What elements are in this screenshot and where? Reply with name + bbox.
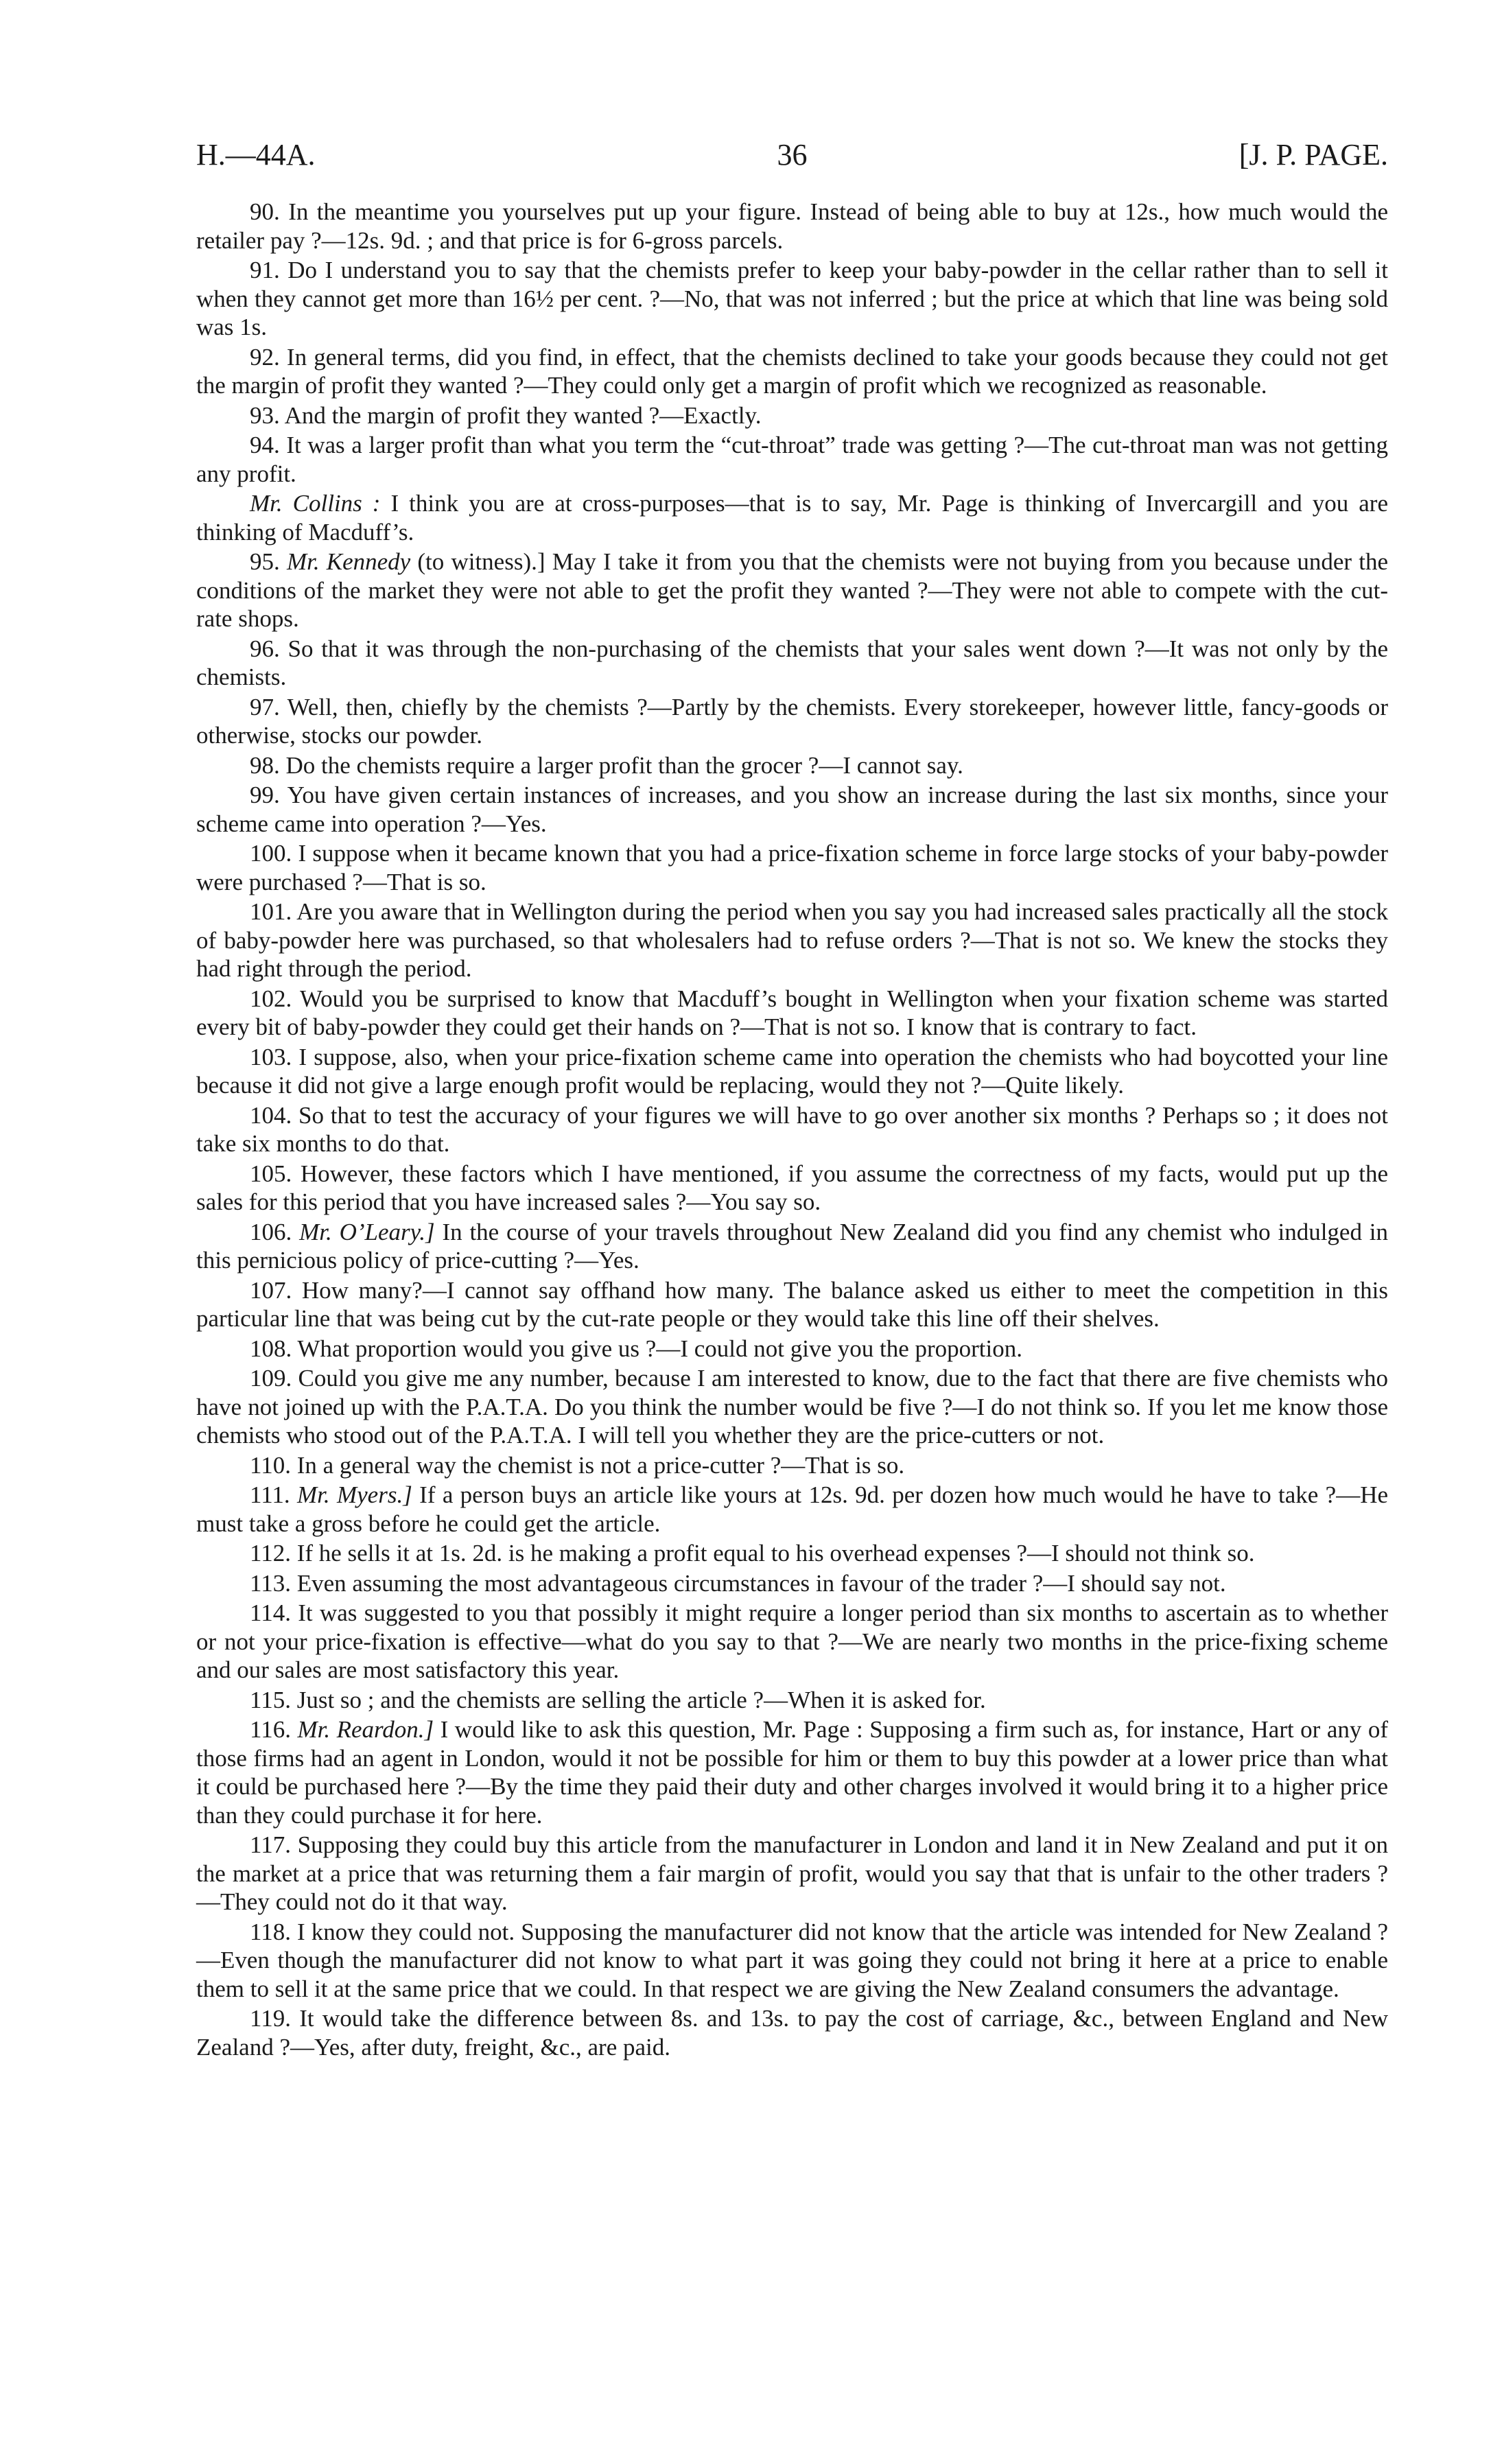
- testimony-paragraph: [196, 897, 1388, 983]
- paragraph-text: Supposing they could buy this article from the manufacturer in London and land it in New Zealand and put it on the market at a price that was returning them a fair margin of profit, would you say that that is unfair to the other traders ?—They could not do it that way.: [196, 1831, 1389, 1915]
- testimony-paragraph: [196, 1364, 1388, 1450]
- question-number: 100.: [250, 840, 292, 867]
- testimony-paragraph: [196, 343, 1388, 400]
- question-number: 111.: [250, 1481, 290, 1508]
- testimony-paragraph: [196, 1831, 1388, 1916]
- paragraph-text: So that to test the accuracy of your figures we will have to go over another six months ? Perhaps so ; it does not take six months to do that.: [196, 1101, 1388, 1157]
- paragraph-text: I suppose when it became known that you had a price-fixation scheme in force large stocks of your baby-powder were purchased ?—That is so.: [196, 840, 1389, 895]
- paragraph-text: Would you be surprised to know that Macduff’s bought in Wellington when your fixation scheme was started every bit of baby-powder they could get their hands on ?—That is not so. I know that is contrary to fact.: [196, 985, 1388, 1040]
- paragraph-text: Are you aware that in Wellington during the period when you say you had increased sales practically all the stock of baby-powder here was purchased, so that wholesalers had to refuse orders ?—That is not so. We knew the stocks they had right through the period.: [196, 898, 1388, 982]
- testimony-paragraph: [196, 1569, 1388, 1598]
- question-number: 99.: [250, 782, 280, 808]
- testimony-paragraph: [196, 839, 1388, 896]
- question-number: 114.: [250, 1599, 291, 1626]
- question-number: 115.: [250, 1686, 291, 1713]
- paragraph-text: You have given certain instances of increases, and you show an increase during the last six months, since your scheme came into operation ?—Yes.: [196, 782, 1388, 837]
- paragraph-text: I think you are at cross-purposes—that is to say, Mr. Page is thinking of Invercargill and you are thinking of Macduff’s.: [196, 490, 1388, 545]
- question-number: 101.: [250, 898, 292, 925]
- paragraph-text: It would take the difference between 8s. and 13s. to pay the cost of carriage, &c., between England and New Zealand ?—Yes, after duty, freight, &c., are paid.: [196, 2005, 1388, 2061]
- question-number: 92.: [250, 343, 280, 371]
- question-number: 110.: [250, 1451, 291, 1479]
- question-number: 98.: [250, 751, 280, 779]
- question-number: 90.: [250, 198, 280, 225]
- paragraph-text: So that it was through the non-purchasing of the chemists that your sales went down ?—It was not only by the chemists.: [196, 635, 1389, 690]
- testimony-paragraph: [196, 1043, 1388, 1100]
- testimony-paragraph: [196, 1918, 1388, 2004]
- testimony-paragraph: [196, 781, 1388, 838]
- testimony-paragraph: [196, 1276, 1388, 1333]
- page-number: 36: [777, 138, 808, 172]
- question-number: 91.: [250, 257, 280, 283]
- question-number: 108.: [250, 1335, 292, 1362]
- paragraph-text: I would like to ask this question, Mr. Page : Supposing a firm such as, for instance, Hart or any of those firms had an agent in London, would it not be possible for him or them to buy this powder at a lower price than what it could be purchased here ?—By the time they paid their duty and other charges involved it would bring it to a higher price than they could purchase it for here.: [196, 1716, 1388, 1829]
- witness-name: [J. P. PAGE.: [1238, 138, 1388, 172]
- paragraph-text: If a person buys an article like yours at 12s. 9d. per dozen how much would he have to take ?—He must take a gross before he could get the article.: [196, 1481, 1389, 1537]
- question-number: 95.: [250, 548, 280, 575]
- question-number: 107.: [250, 1276, 292, 1304]
- testimony-paragraph: [196, 548, 1388, 633]
- testimony-paragraph: [196, 1101, 1388, 1158]
- question-number: 97.: [250, 693, 280, 720]
- paragraph-text: I know they could not. Supposing the manufacturer did not know that the article was intended for New Zealand ?—Even though the manufacturer did not know to what part it was going they could not bring it here at a price to enable them to sell it at the same price that we could. In that respect we are giving the New Zealand consumers the advantage.: [196, 1918, 1389, 2002]
- speaker-name: Mr. Kennedy: [286, 548, 411, 575]
- question-number: 116.: [250, 1716, 291, 1743]
- paragraph-text: In general terms, did you find, in effect, that the chemists declined to take your goods because they could not get the margin of profit they wanted ?—They could only get a margin of profit which we recognized as reasonable.: [196, 343, 1389, 399]
- document-reference: H.—44A.: [196, 138, 316, 172]
- speaker-name: Mr. Reardon.]: [297, 1716, 434, 1743]
- page-header: [196, 137, 1388, 192]
- question-number: 102.: [250, 985, 292, 1012]
- testimony-paragraph: [196, 635, 1388, 692]
- paragraph-text: However, these factors which I have mentioned, if you assume the correctness of my facts, would put up the sales for this period that you have increased sales ?—You say so.: [196, 1160, 1388, 1215]
- paragraph-text: In the course of your travels throughout New Zealand did you find any chemist who indulged in this pernicious policy of price-cutting ?—Yes.: [196, 1218, 1389, 1274]
- paragraph-text: In the meantime you yourselves put up your figure. Instead of being able to buy at 12s., how much would the retailer pay ?—12s. 9d. ; and that price is for 6-gross parcels.: [196, 198, 1389, 254]
- question-number: 117.: [250, 1831, 291, 1858]
- speaker-name: Mr. Collins :: [250, 490, 381, 517]
- testimony-paragraph: [196, 1218, 1388, 1275]
- paragraph-text: What proportion would you give us ?—I could not give you the proportion.: [297, 1335, 1023, 1362]
- question-number: 109.: [250, 1365, 292, 1392]
- testimony-paragraph: [196, 401, 1388, 430]
- paragraph-text: (to witness).] May I take it from you that the chemists were not buying from you because under the conditions of the market they were not able to get the profit they wanted ?—They were not able to compete with the cut-rate shops.: [196, 548, 1389, 632]
- question-number: 93.: [250, 401, 280, 429]
- question-number: 112.: [250, 1540, 291, 1567]
- testimony-paragraph: [196, 1686, 1388, 1715]
- paragraph-text: It was a larger profit than what you term the “cut-throat” trade was getting ?—The cut-throat man was not getting any profit.: [196, 432, 1388, 487]
- testimony-paragraph: [196, 1599, 1388, 1685]
- testimony-paragraph: [196, 1160, 1388, 1217]
- paragraph-text: It was suggested to you that possibly it might require a longer period than six months to ascertain as to whether or not your price-fixation is effective—what do you say to that ?—We are nearly two months in the price-fixing scheme and our sales are most satisfactory this year.: [196, 1599, 1388, 1683]
- testimony-paragraph: [196, 2004, 1388, 2061]
- question-number: 105.: [250, 1160, 292, 1187]
- testimony-paragraph: [196, 489, 1388, 546]
- testimony-paragraph: [196, 256, 1388, 342]
- testimony-paragraph: [196, 985, 1388, 1042]
- paragraph-text: Just so ; and the chemists are selling the article ?—When it is asked for.: [296, 1686, 986, 1713]
- paragraph-text: Do the chemists require a larger profit than the grocer ?—I cannot say.: [285, 751, 963, 779]
- question-number: 118.: [250, 1918, 291, 1945]
- testimony-paragraph: [196, 1481, 1388, 1538]
- paragraph-text: Do I understand you to say that the chemists prefer to keep your baby-powder in the cellar rather than to sell it when they cannot get more than 16½ per cent. ?—No, that was not inferred ; but the price at which that line was being sold was 1s.: [196, 257, 1389, 340]
- question-number: 113.: [250, 1569, 291, 1597]
- question-number: 94.: [250, 432, 280, 458]
- paragraph-text: If he sells it at 1s. 2d. is he making a profit equal to his overhead expenses ?—I should not think so.: [296, 1540, 1255, 1567]
- testimony-paragraph: [196, 1335, 1388, 1363]
- testimony-paragraph: [196, 693, 1388, 750]
- testimony-paragraph: [196, 1539, 1388, 1568]
- testimony-paragraph: [196, 751, 1388, 780]
- paragraph-text: How many?—I cannot say offhand how many. The balance asked us either to meet the competition in this particular line that was being cut by the cut-rate people or they would take this line off their shelves.: [196, 1276, 1388, 1332]
- paragraph-text: In a general way the chemist is not a price-cutter ?—That is so.: [296, 1451, 905, 1479]
- paragraph-text: Well, then, chiefly by the chemists ?—Partly by the chemists. Every storekeeper, however little, fancy-goods or otherwise, stocks our powder.: [196, 693, 1388, 749]
- question-number: 106.: [250, 1218, 292, 1245]
- speaker-name: Mr. Myers.]: [297, 1481, 412, 1508]
- paragraph-text: I suppose, also, when your price-fixation scheme came into operation the chemists who had boycotted your line because it did not give a large enough profit would be replacing, would they not ?—Quite likely.: [196, 1043, 1388, 1099]
- testimony-paragraph: [196, 198, 1388, 255]
- question-number: 119.: [250, 2005, 291, 2032]
- paragraph-text: Could you give me any number, because I am interested to know, due to the fact that there are five chemists who have not joined up with the P.A.T.A. Do you think the number would be five ?—I do not think so. If you let me know those chemists who stood out of the P.A.T.A. I will tell you whether they are the price-cutters or not.: [196, 1365, 1389, 1448]
- testimony-body: [196, 198, 1388, 2061]
- question-number: 104.: [250, 1101, 292, 1129]
- question-number: 103.: [250, 1043, 292, 1070]
- question-number: 96.: [250, 635, 280, 662]
- testimony-paragraph: [196, 1451, 1388, 1480]
- testimony-paragraph: [196, 431, 1388, 488]
- speaker-name: Mr. O’Leary.]: [299, 1218, 435, 1245]
- testimony-paragraph: [196, 1715, 1388, 1829]
- paragraph-text: Even assuming the most advantageous circumstances in favour of the trader ?—I should say not.: [296, 1569, 1226, 1597]
- paragraph-text: And the margin of profit they wanted ?—Exactly.: [284, 401, 762, 429]
